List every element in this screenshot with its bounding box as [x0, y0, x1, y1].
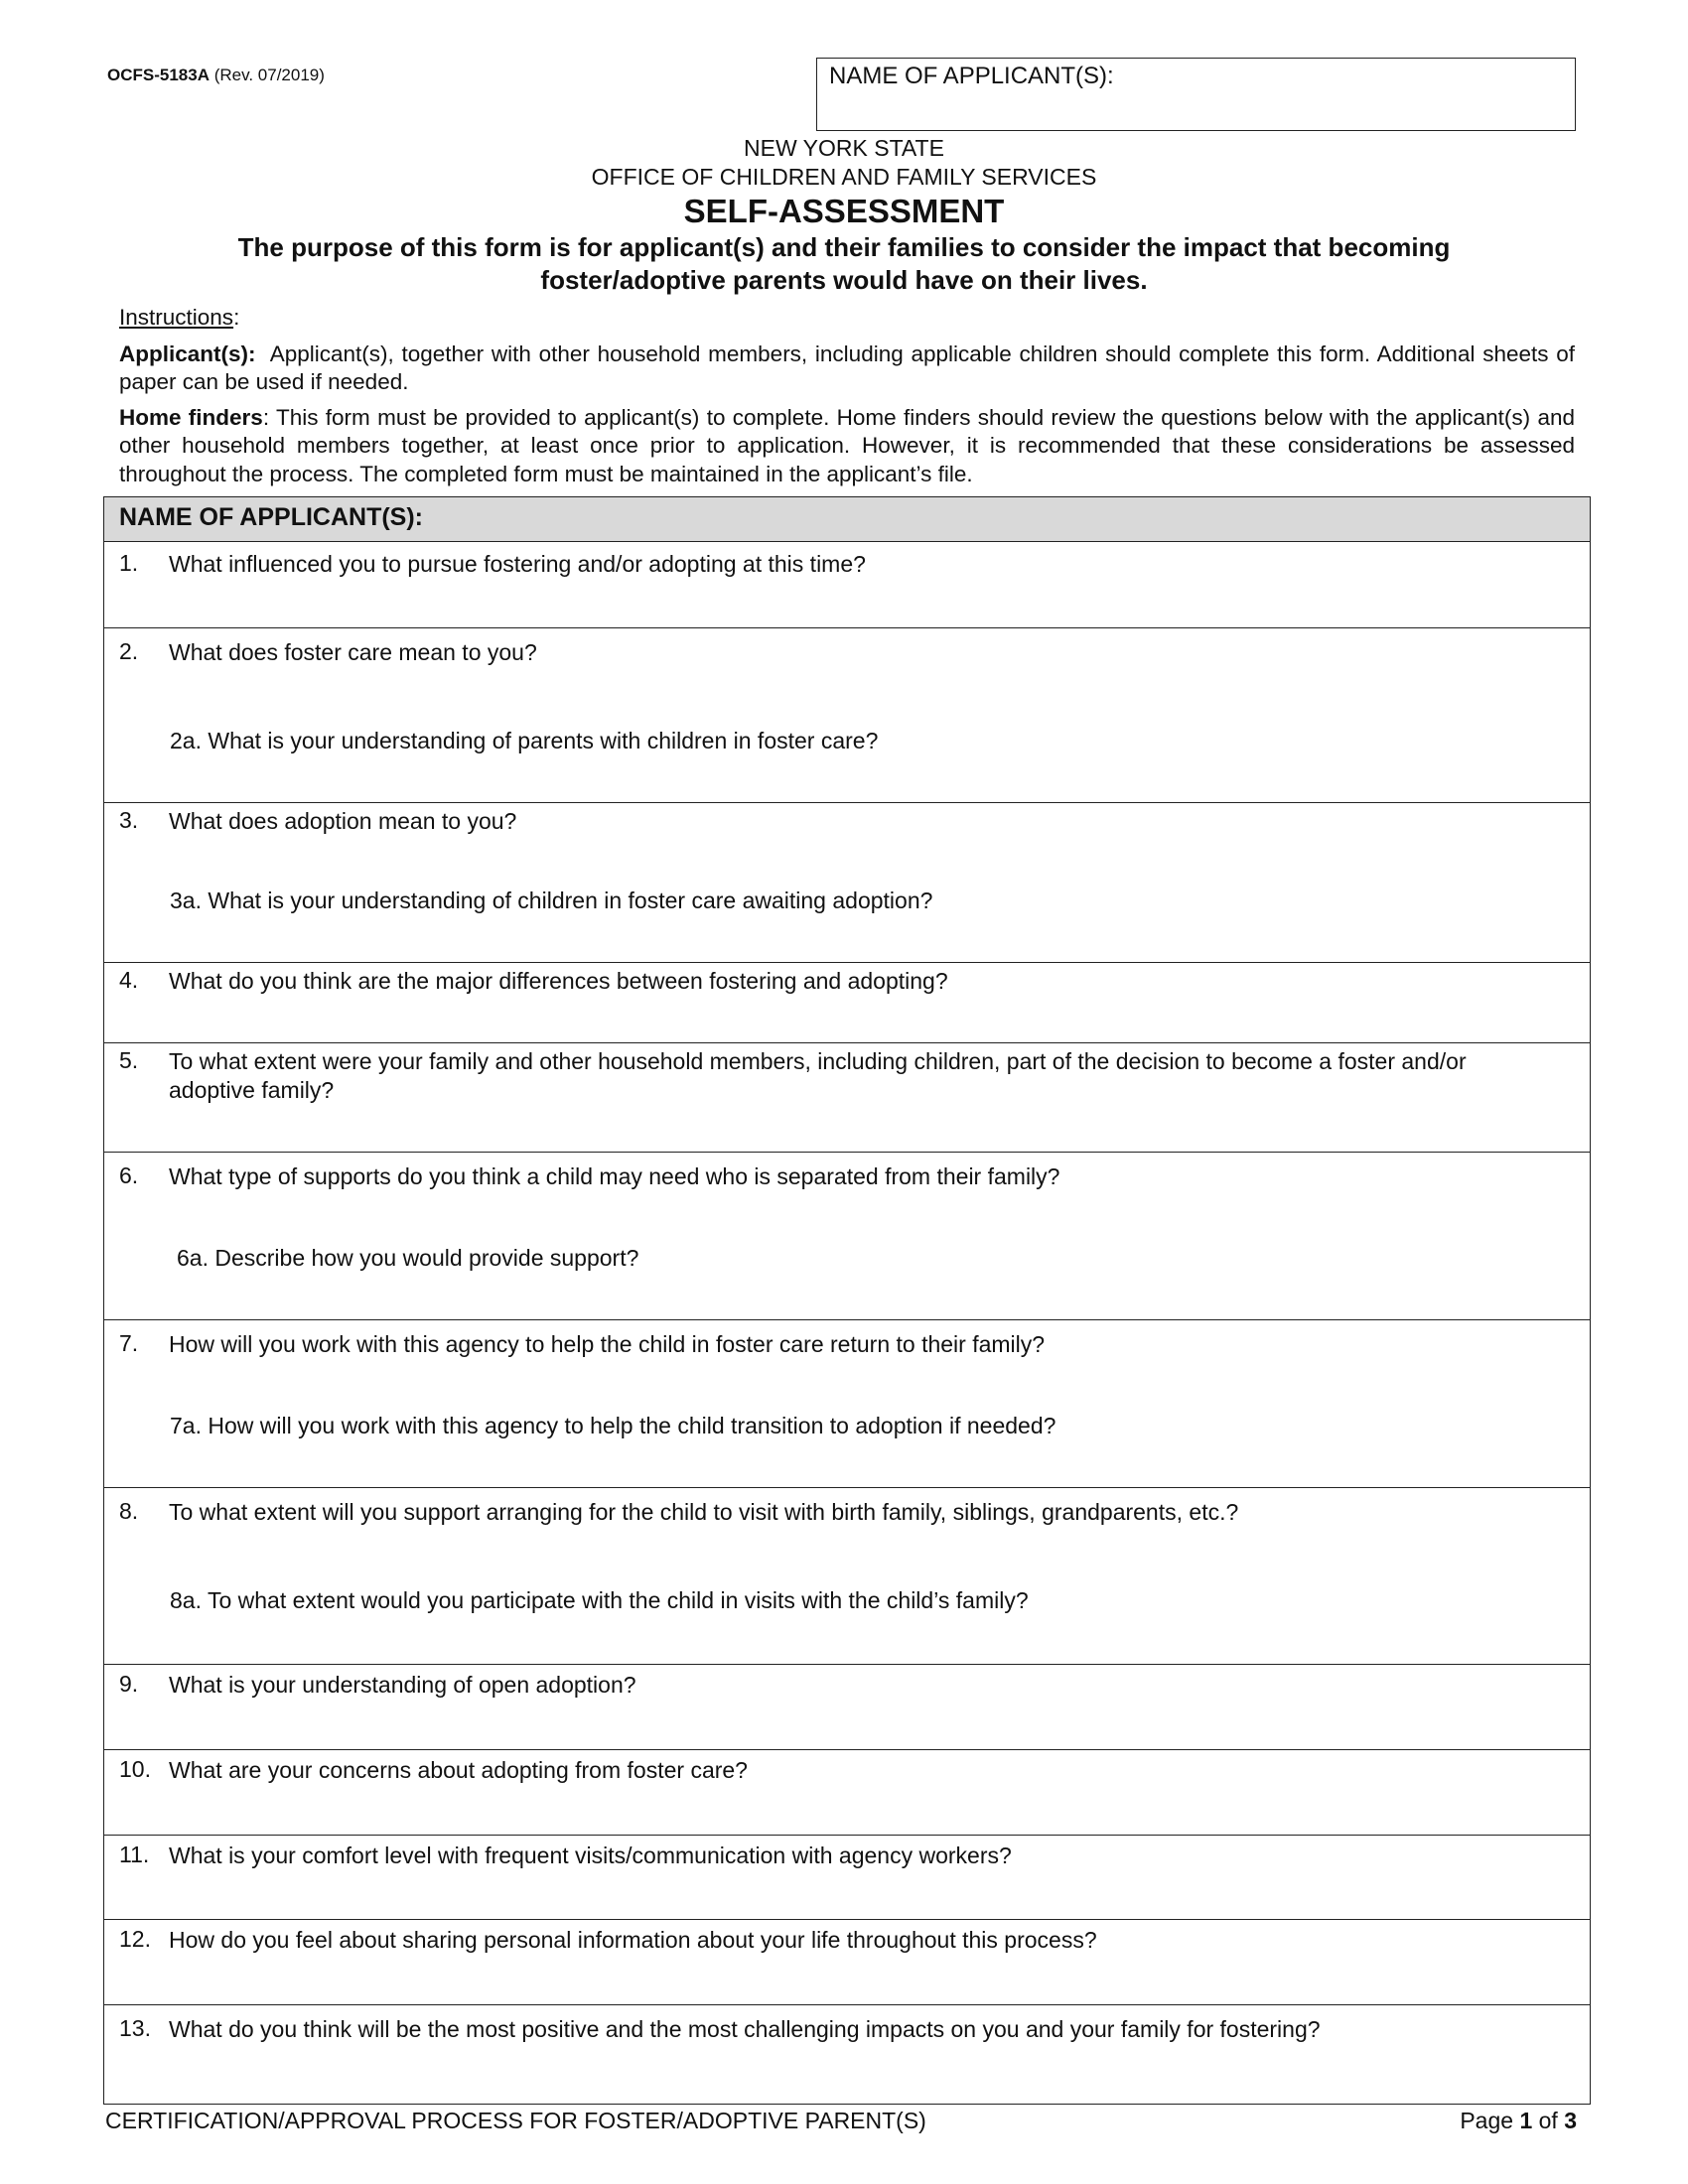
- question-text: What do you think will be the most positive and the most challenging impacts on you and your family for fostering?: [169, 2016, 1321, 2042]
- sub-question-text: 2a. What is your understanding of parents with children in foster care?: [170, 728, 879, 753]
- table-header: NAME OF APPLICANT(S):: [104, 497, 1590, 542]
- question-number: 9.: [119, 1671, 139, 1697]
- agency-state: NEW YORK STATE: [744, 135, 944, 161]
- question-row-1[interactable]: [104, 542, 1590, 628]
- question-text: What does foster care mean to you?: [169, 639, 537, 665]
- instructions-applicant: [119, 341, 1575, 397]
- question-row-3[interactable]: [104, 803, 1590, 963]
- question-row-6[interactable]: [104, 1153, 1590, 1320]
- question-text: What influenced you to pursue fostering and/or adopting at this time?: [169, 551, 866, 577]
- purpose-statement: [0, 231, 1688, 297]
- instructions-heading: Instructions:: [119, 305, 240, 330]
- question-table: [103, 496, 1591, 2105]
- question-text: What do you think are the major differences between fostering and adopting?: [169, 968, 948, 994]
- question-row-7[interactable]: [104, 1320, 1590, 1488]
- question-text: What does adoption mean to you?: [169, 808, 517, 834]
- question-number: 4.: [119, 967, 139, 993]
- footer-process-title: CERTIFICATION/APPROVAL PROCESS FOR FOSTER/ADOPTIVE PARENT(S): [105, 2108, 926, 2133]
- question-number: 7.: [119, 1330, 139, 1356]
- sub-question-text: 6a. Describe how you would provide support?: [177, 1245, 639, 1271]
- question-row-8[interactable]: [104, 1488, 1590, 1665]
- question-row-9[interactable]: [104, 1665, 1590, 1750]
- question-number: 10.: [119, 1756, 151, 1782]
- question-number: 5.: [119, 1047, 139, 1073]
- question-number: 2.: [119, 638, 139, 664]
- question-text: What are your concerns about adopting from foster care?: [169, 1757, 748, 1783]
- home-finders-label: Home finders: [119, 404, 263, 430]
- question-number: 8.: [119, 1498, 139, 1524]
- purpose-line-2: foster/adoptive parents would have on their lives.: [540, 265, 1148, 295]
- sub-question-text: 3a. What is your understanding of children in foster care awaiting adoption?: [170, 887, 933, 913]
- sub-question-text: 7a. How will you work with this agency to help the child transition to adoption if needed?: [170, 1413, 1056, 1438]
- question-text: What is your comfort level with frequent visits/communication with agency workers?: [169, 1843, 1012, 1868]
- question-row-10[interactable]: [104, 1750, 1590, 1836]
- question-row-4[interactable]: [104, 963, 1590, 1043]
- instructions-home-finders: [119, 404, 1575, 489]
- form-code: [107, 66, 325, 85]
- form-title: SELF-ASSESSMENT: [683, 193, 1005, 229]
- question-text: To what extent were your family and other household members, including children, part of the decision to become a foster and/or adoptive family?: [169, 1048, 1467, 1103]
- question-number: 1.: [119, 550, 139, 576]
- question-row-2[interactable]: [104, 628, 1590, 803]
- question-text: To what extent will you support arranging for the child to visit with birth family, siblings, grandparents, etc.?: [169, 1499, 1239, 1525]
- applicant-name-box[interactable]: [816, 58, 1576, 131]
- applicant-instructions-text: Applicant(s), together with other household members, including applicable children should complete this form. Additional sheets of paper can be used if needed.: [119, 341, 1575, 394]
- question-number: 3.: [119, 807, 139, 833]
- home-finders-instructions-text: : This form must be provided to applicant(s) to complete. Home finders should review the questions below with the applicant(s) and other household members together, at least once prior to application. However, it is recommended that these considerations be assessed throughout the process. The completed form must be maintained in the applicant’s file.: [119, 404, 1575, 486]
- applicant-name-label: NAME OF APPLICANT(S):: [829, 63, 1114, 89]
- instructions-section: [119, 304, 1575, 488]
- question-row-12[interactable]: [104, 1920, 1590, 2005]
- question-number: 11.: [119, 1842, 150, 1867]
- question-text: What is your understanding of open adoption?: [169, 1672, 636, 1698]
- question-number: 6.: [119, 1162, 139, 1188]
- purpose-line-1: The purpose of this form is for applicant(s) and their families to consider the impact that becoming: [237, 232, 1451, 262]
- agency-office: OFFICE OF CHILDREN AND FAMILY SERVICES: [591, 164, 1097, 190]
- question-number: 13.: [119, 2015, 151, 2041]
- form-number: OCFS-5183A: [107, 66, 210, 84]
- current-page: 1: [1519, 2108, 1533, 2133]
- sub-question-text: 8a. To what extent would you participate with the child in visits with the child’s family?: [170, 1587, 1029, 1613]
- applicant-label: Applicant(s):: [119, 341, 256, 366]
- question-text: What type of supports do you think a child may need who is separated from their family?: [169, 1163, 1060, 1189]
- total-pages: 3: [1564, 2108, 1577, 2133]
- question-number: 12.: [119, 1926, 151, 1952]
- question-row-5[interactable]: [104, 1043, 1590, 1153]
- question-row-11[interactable]: [104, 1836, 1590, 1920]
- question-row-13[interactable]: [104, 2005, 1590, 2104]
- question-text: How will you work with this agency to help the child in foster care return to their family?: [169, 1331, 1046, 1357]
- question-text: How do you feel about sharing personal information about your life throughout this process?: [169, 1927, 1097, 1953]
- page-number: Page 1 of 3: [1460, 2108, 1577, 2133]
- form-revision: (Rev. 07/2019): [213, 66, 325, 84]
